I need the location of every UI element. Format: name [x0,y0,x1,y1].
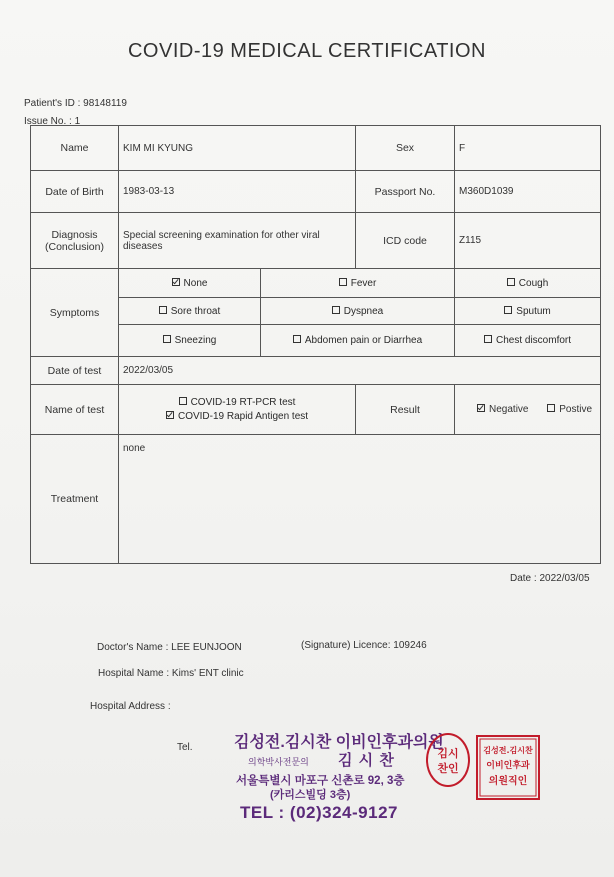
row-date-of-test [31,357,601,385]
svg-text:찬인: 찬인 [437,762,459,775]
svg-text:김시: 김시 [437,747,459,760]
result-negative [477,404,528,415]
date-of-test-value: 2022/03/05 [119,357,601,385]
symptom-sputum [455,298,601,325]
row-treatment [31,435,601,564]
hospital-address: Hospital Address : [90,701,171,712]
tel-label: Tel. [177,742,193,753]
test-label: COVID-19 RT-PCR test [190,397,296,408]
checkbox-icon [293,335,301,343]
checkbox-icon [547,404,555,412]
svg-text:이비인후과: 이비인후과 [486,761,530,771]
row-name [31,126,601,171]
symptom-sneezing [119,325,261,357]
dob-label: Date of Birth [31,171,119,213]
diagnosis-value-line1: Special screening examination for other viral [123,229,320,241]
symptom-label: Fever [350,277,377,289]
name-value: KIM MI KYUNG [119,126,356,171]
certificate-form [30,125,601,564]
result-positive [547,404,592,415]
result-option-label: Negative [489,404,529,415]
treatment-value: none [119,435,601,564]
result-options [455,385,601,435]
result-label: Result [356,385,455,435]
symptom-label: Abdomen pain or Diarrhea [304,335,423,346]
diagnosis-label-line2: (Conclusion) [45,240,104,253]
issue-number: Issue No. : 1 [24,116,81,127]
issue-date: Date : 2022/03/05 [510,573,590,584]
sex-value: F [455,126,601,171]
symptom-label: Chest discomfort [496,335,572,346]
symptom-label: None [183,277,208,289]
checkbox-icon [507,278,515,286]
diagnosis-label [31,213,119,269]
symptom-none [119,269,261,298]
hospital-name: Hospital Name : Kims' ENT clinic [98,668,244,679]
stamp-doctor-name: 김 시 찬 [338,752,395,769]
checkbox-icon [163,335,171,343]
test-label: COVID-19 Rapid Antigen test [177,411,309,422]
diagnosis-value [119,213,356,269]
stamp-building: (카리스빌딩 3층) [270,789,351,801]
icd-value: Z115 [455,213,601,269]
symptom-label: Sore throat [170,305,221,317]
square-seal-icon [476,735,540,800]
symptom-abdomen-pain [261,325,455,357]
date-of-test-label: Date of test [31,357,119,385]
stamp-doctor-prefix: 의학박사전문의 [248,757,309,767]
dob-value: 1983-03-13 [119,171,356,213]
diagnosis-label-line1: Diagnosis [51,228,98,241]
checkbox-icon [332,306,340,314]
symptom-dyspnea [261,298,455,325]
symptom-sore-throat [119,298,261,325]
square-seal-graphic [478,737,538,798]
checked-box-icon [172,278,180,286]
round-seal-graphic [428,735,468,785]
name-of-test-label: Name of test [31,385,119,435]
result-option-label: Postive [559,404,593,415]
symptom-label: Sputum [516,305,551,317]
round-seal-icon [426,733,470,787]
row-diagnosis [31,213,601,269]
sex-label: Sex [356,126,455,171]
symptom-cough [455,269,601,298]
checkbox-icon [159,306,167,314]
passport-value: M360D1039 [455,171,601,213]
test-rt-pcr [123,397,351,408]
passport-label: Passport No. [356,171,455,213]
checked-box-icon [166,411,174,419]
document-title: COVID-19 MEDICAL CERTIFICATION [127,40,486,62]
test-rapid-antigen [123,411,351,422]
diagnosis-value-line2: diseases [123,240,163,252]
checkbox-icon [484,335,492,343]
checkbox-icon [504,306,512,314]
stamp-clinic-name: 김성전.김시찬 이비인후과의원 [234,734,444,751]
checked-box-icon [477,404,485,412]
patient-id: Patient's ID : 98148119 [24,98,127,109]
name-label: Name [31,126,119,171]
symptom-fever [261,269,455,298]
checkbox-icon [179,397,187,405]
symptom-label: Sneezing [174,335,217,346]
signature-licence: (Signature) Licence: 109246 [301,640,427,651]
row-name-of-test [31,385,601,435]
checkbox-icon [339,278,347,286]
doctor-name: Doctor's Name : LEE EUNJOON [97,642,242,653]
symptom-label: Cough [518,277,549,289]
symptom-chest-discomfort [455,325,601,357]
svg-text:김성전.김시찬: 김성전.김시찬 [483,746,533,755]
symptoms-label: Symptoms [31,269,119,357]
treatment-label: Treatment [31,435,119,564]
stamp-address: 서울특별시 마포구 신촌로 92, 3층 [236,775,405,787]
stamp-tel: TEL : (02)324-9127 [240,803,398,822]
row-symptoms-1 [31,269,601,298]
symptom-label: Dyspnea [343,305,384,317]
row-dob [31,171,601,213]
icd-label: ICD code [356,213,455,269]
test-options [119,385,356,435]
svg-text:의원직인: 의원직인 [488,776,528,787]
